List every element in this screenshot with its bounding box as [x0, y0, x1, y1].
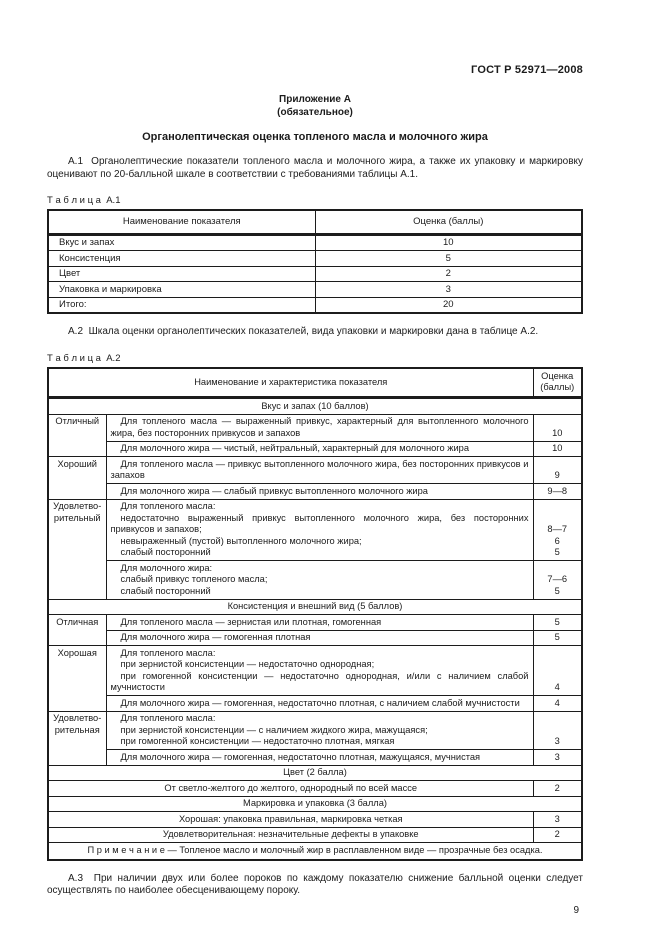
score-value: 4	[554, 682, 560, 692]
rating-cell: Хорошая	[48, 646, 106, 712]
description-cell	[106, 615, 533, 631]
description-cell: Удовлетворительная: незначительные дефекты в упаковке	[48, 827, 533, 843]
table-row	[48, 615, 582, 631]
appendix-note: (обязательное)	[277, 107, 353, 118]
description-line: Для молочного жира — гомогенная, недостаточно плотная, мажущаяся, мучнистая	[120, 751, 481, 762]
table-row	[48, 297, 582, 313]
section-row	[48, 398, 582, 415]
score-cell: 2	[533, 827, 582, 843]
description-line: Для топленого масла — привкус вытопленного молочного жира, без посторонних привкусов и запахов	[110, 458, 529, 480]
description-line: при зернистой консистенции — с наличием жидкого жира, мажущаяся;	[120, 724, 428, 735]
table-row	[48, 266, 582, 282]
description-line: Для молочного жира:	[120, 562, 213, 573]
column-header-score-line2: (баллы)	[540, 382, 575, 393]
table-row	[48, 646, 582, 696]
table-a2	[47, 367, 583, 861]
description-line: слабый привкус топленого масла;	[120, 574, 268, 584]
score-value: 10	[552, 427, 563, 438]
score-cell	[533, 484, 582, 500]
paragraph-a3: А.3 При наличии двух или более пороков по каждому показателю снижение балльной оценки следует осуществлять по наиболее обесценивающему пороку.	[47, 872, 583, 896]
description-cell	[106, 696, 533, 712]
column-header-name: Наименование показателя	[48, 210, 315, 234]
section-row	[48, 796, 582, 812]
score-cell: 5	[315, 251, 582, 267]
table-row	[48, 251, 582, 267]
score-value: 5	[554, 547, 560, 557]
table-a2-caption: Т а б л и ц а А.2	[47, 352, 121, 364]
score-value: 7—6	[547, 574, 568, 584]
description-line: Для топленого масла:	[120, 713, 216, 723]
description-line: при гомогенной консистенции — недостаточно плотная, мягкая	[120, 736, 395, 746]
score-value: 9	[554, 470, 560, 480]
description-line: невыраженный (пустой) вытопленного молочного жира;	[120, 535, 362, 546]
description-cell	[106, 414, 533, 441]
indicator-name-cell: Вкус и запах	[48, 234, 315, 251]
section-title-consistency: Консистенция и внешний вид (5 баллов)	[48, 599, 582, 615]
description-line: недостаточно выраженный привкус вытопленного молочного жира, без посторонних привкусов и запахов;	[110, 512, 529, 534]
score-cell	[533, 499, 582, 561]
column-header-score	[533, 368, 582, 398]
description-line: Для молочного жира — гомогенная, недостаточно плотная, с наличием слабой мучнистости	[120, 697, 520, 708]
score-value: 3	[554, 736, 560, 746]
score-cell	[533, 561, 582, 600]
page-content	[47, 64, 583, 916]
indicator-name-cell: Итого:	[48, 297, 315, 313]
column-header-score: Оценка (баллы)	[315, 210, 582, 234]
score-cell	[533, 630, 582, 646]
table-row	[48, 812, 582, 828]
score-cell	[533, 711, 582, 750]
section-row	[48, 765, 582, 781]
score-cell: 10	[315, 234, 582, 251]
description-cell	[106, 750, 533, 766]
score-value: 5	[554, 616, 560, 627]
description-cell	[106, 441, 533, 457]
table-row	[48, 781, 582, 797]
section-row	[48, 599, 582, 615]
table-a1-caption: Т а б л и ц а А.1	[47, 195, 121, 206]
description-line: Для молочного жира — гомогенная плотная	[120, 632, 311, 642]
score-cell: 20	[315, 297, 582, 313]
description-line: Для молочного жира — чистый, нейтральный, характерный для молочного жира	[120, 443, 469, 453]
score-value: 3	[554, 751, 560, 762]
indicator-name-cell: Консистенция	[48, 251, 315, 267]
description-line: при зернистой консистенции — недостаточно однородная;	[120, 659, 375, 669]
table-row	[48, 750, 582, 766]
score-value: 6	[554, 535, 560, 546]
description-line: слабый посторонний	[120, 585, 211, 596]
section-title-taste: Вкус и запах (10 баллов)	[48, 398, 582, 415]
table-row	[48, 696, 582, 712]
table-row	[48, 827, 582, 843]
table-row	[48, 499, 582, 561]
paragraph-a1: А.1 Органолептические показатели топленого масла и молочного жира, а также их упаковку и маркировку оценивают по 20-балльной шкале в соответствии с требованиями таблицы А.1.	[47, 156, 583, 180]
description-cell: От светло-желтого до желтого, однородный по всей массе	[48, 781, 533, 797]
description-line: Для молочного жира — слабый привкус вытопленного молочного жира	[120, 485, 428, 496]
description-cell	[106, 646, 533, 696]
score-cell: 3	[533, 812, 582, 828]
table-row	[48, 282, 582, 298]
score-value: 8—7	[547, 524, 568, 534]
table-row	[48, 561, 582, 600]
rating-cell: Хороший	[48, 457, 106, 500]
score-cell: 2	[533, 781, 582, 797]
table-note: П р и м е ч а н и е — Топленое масло и молочный жир в расплавленном виде — прозрачные без осадка.	[48, 843, 582, 860]
description-cell	[106, 484, 533, 500]
table-header-row	[48, 210, 582, 234]
score-cell	[533, 646, 582, 696]
rating-cell: Удовлетво-рительная	[48, 711, 106, 765]
description-cell	[106, 457, 533, 484]
description-cell	[106, 630, 533, 646]
score-cell	[533, 441, 582, 457]
rating-cell: Удовлетво-рительный	[48, 499, 106, 599]
section-title-color: Цвет (2 балла)	[48, 765, 582, 781]
description-line: Для топленого масла:	[120, 501, 216, 511]
table-row	[48, 441, 582, 457]
score-cell	[533, 750, 582, 766]
table-a1	[47, 209, 583, 314]
score-cell: 2	[315, 266, 582, 282]
score-cell: 3	[315, 282, 582, 298]
score-value: 5	[554, 585, 560, 596]
score-cell	[533, 457, 582, 484]
doc-number: ГОСТ Р 52971—2008	[471, 64, 583, 76]
score-value: 9—8	[547, 485, 568, 496]
description-line: при гомогенной консистенции — недостаточно однородная, и/или с наличием слабой мучнистости	[110, 670, 529, 692]
note-row	[48, 843, 582, 860]
description-line: Для топленого масла — выраженный привкус, характерный для вытопленного молочного жира, без посторонних привкусов и запахов	[110, 416, 529, 438]
column-header-score-line1: Оценка	[541, 370, 574, 381]
indicator-name-cell: Упаковка и маркировка	[48, 282, 315, 298]
paragraph-a2: А.2 Шкала оценки органолептических показателей, вида упаковки и маркировки дана в таблице А.2.	[68, 326, 539, 337]
score-cell	[533, 414, 582, 441]
table-row	[48, 414, 582, 441]
page-number: 9	[573, 904, 579, 916]
description-line: Для топленого масла — зернистая или плотная, гомогенная	[120, 616, 382, 627]
page-title: Органолептическая оценка топленого масла и молочного жира	[142, 131, 488, 143]
rating-cell: Отличная	[48, 615, 106, 646]
description-cell	[106, 711, 533, 750]
appendix-label: Приложение А	[279, 94, 351, 105]
score-value: 4	[554, 697, 560, 708]
section-title-marking: Маркировка и упаковка (3 балла)	[48, 796, 582, 812]
table-row	[48, 711, 582, 750]
rating-cell: Отличный	[48, 414, 106, 457]
table-row	[48, 457, 582, 484]
score-cell	[533, 696, 582, 712]
description-line: слабый посторонний	[120, 547, 211, 557]
description-cell: Хорошая: упаковка правильная, маркировка четкая	[48, 812, 533, 828]
description-cell	[106, 561, 533, 600]
score-cell	[533, 615, 582, 631]
table-row	[48, 234, 582, 251]
table-row	[48, 484, 582, 500]
table-row	[48, 630, 582, 646]
indicator-name-cell: Цвет	[48, 266, 315, 282]
column-header-name: Наименование и характеристика показателя	[48, 368, 533, 398]
description-cell	[106, 499, 533, 561]
score-value: 10	[552, 443, 563, 453]
table-header-row	[48, 368, 582, 398]
score-value: 5	[554, 632, 560, 642]
description-line: Для топленого масла:	[120, 647, 216, 658]
